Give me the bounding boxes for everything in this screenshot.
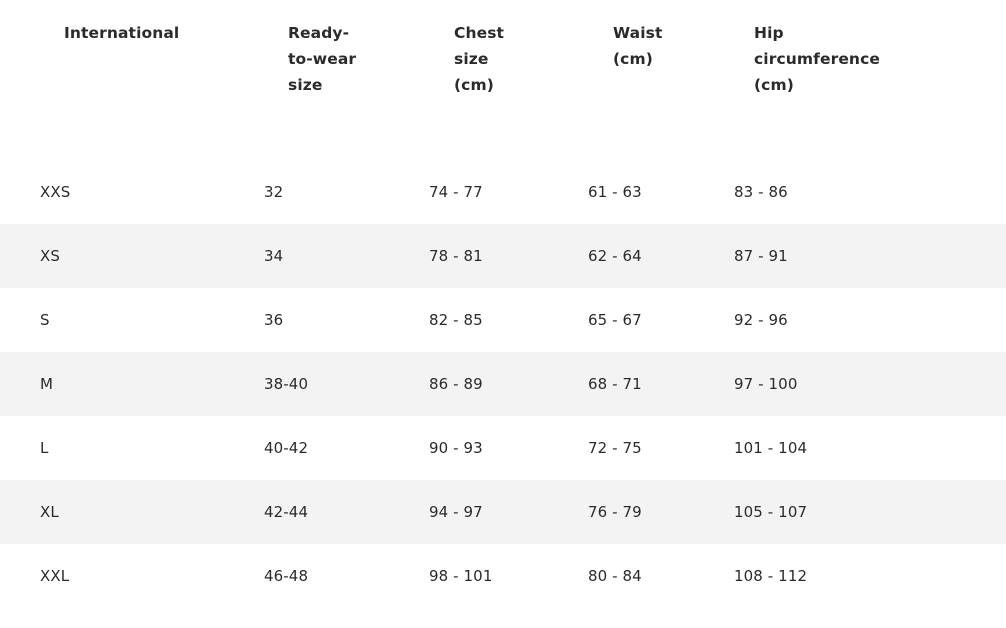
header-line: circumference <box>754 50 880 68</box>
header-line: Ready- <box>288 24 350 42</box>
cell-chest: 90 - 93 <box>414 416 576 480</box>
cell-hip: 92 - 96 <box>734 288 1006 352</box>
cell-international: L <box>0 416 232 480</box>
cell-international: XL <box>0 480 232 544</box>
table-row <box>0 224 1006 288</box>
cell-hip: 97 - 100 <box>734 352 1006 416</box>
cell-ready-to-wear: 36 <box>232 288 414 352</box>
cell-hip: 83 - 86 <box>734 160 1006 224</box>
header-line: (cm) <box>754 76 794 94</box>
cell-chest: 82 - 85 <box>414 288 576 352</box>
spacer-cell <box>414 126 576 160</box>
header-line: Hip <box>754 24 784 42</box>
header-line: (cm) <box>454 76 494 94</box>
cell-chest: 74 - 77 <box>414 160 576 224</box>
cell-chest: 78 - 81 <box>414 224 576 288</box>
spacer-cell <box>734 126 1006 160</box>
cell-waist: 68 - 71 <box>576 352 734 416</box>
header-line: (cm) <box>613 50 653 68</box>
table-header-row <box>0 0 1006 126</box>
cell-chest: 86 - 89 <box>414 352 576 416</box>
table-row <box>0 544 1006 608</box>
cell-hip: 108 - 112 <box>734 544 1006 608</box>
cell-ready-to-wear: 42-44 <box>232 480 414 544</box>
table-row <box>0 480 1006 544</box>
cell-waist: 80 - 84 <box>576 544 734 608</box>
cell-international: M <box>0 352 232 416</box>
column-header-chest-size <box>414 0 576 126</box>
table-row <box>0 160 1006 224</box>
cell-ready-to-wear: 34 <box>232 224 414 288</box>
cell-international: XXS <box>0 160 232 224</box>
column-header-waist <box>576 0 734 126</box>
cell-waist: 62 - 64 <box>576 224 734 288</box>
header-line: International <box>64 24 180 42</box>
cell-ready-to-wear: 32 <box>232 160 414 224</box>
table-header <box>0 0 1006 126</box>
cell-ready-to-wear: 40-42 <box>232 416 414 480</box>
header-line: size <box>454 50 489 68</box>
spacer-cell <box>232 126 414 160</box>
spacer-cell <box>0 126 232 160</box>
column-header-international <box>0 0 232 126</box>
header-line: size <box>288 76 323 94</box>
cell-chest: 98 - 101 <box>414 544 576 608</box>
header-line: Waist <box>613 24 663 42</box>
cell-waist: 76 - 79 <box>576 480 734 544</box>
spacer-cell <box>576 126 734 160</box>
table-row <box>0 416 1006 480</box>
cell-waist: 72 - 75 <box>576 416 734 480</box>
cell-ready-to-wear: 46-48 <box>232 544 414 608</box>
table-row <box>0 288 1006 352</box>
column-header-hip-circumference <box>734 0 1006 126</box>
cell-hip: 87 - 91 <box>734 224 1006 288</box>
table-row <box>0 352 1006 416</box>
header-line: Chest <box>454 24 505 42</box>
table-spacer-row <box>0 126 1006 160</box>
cell-waist: 61 - 63 <box>576 160 734 224</box>
cell-hip: 101 - 104 <box>734 416 1006 480</box>
cell-ready-to-wear: 38-40 <box>232 352 414 416</box>
cell-waist: 65 - 67 <box>576 288 734 352</box>
header-line: to-wear <box>288 50 357 68</box>
cell-chest: 94 - 97 <box>414 480 576 544</box>
table-body <box>0 126 1006 608</box>
cell-international: XS <box>0 224 232 288</box>
cell-international: XXL <box>0 544 232 608</box>
cell-international: S <box>0 288 232 352</box>
cell-hip: 105 - 107 <box>734 480 1006 544</box>
column-header-ready-to-wear-size <box>232 0 414 126</box>
